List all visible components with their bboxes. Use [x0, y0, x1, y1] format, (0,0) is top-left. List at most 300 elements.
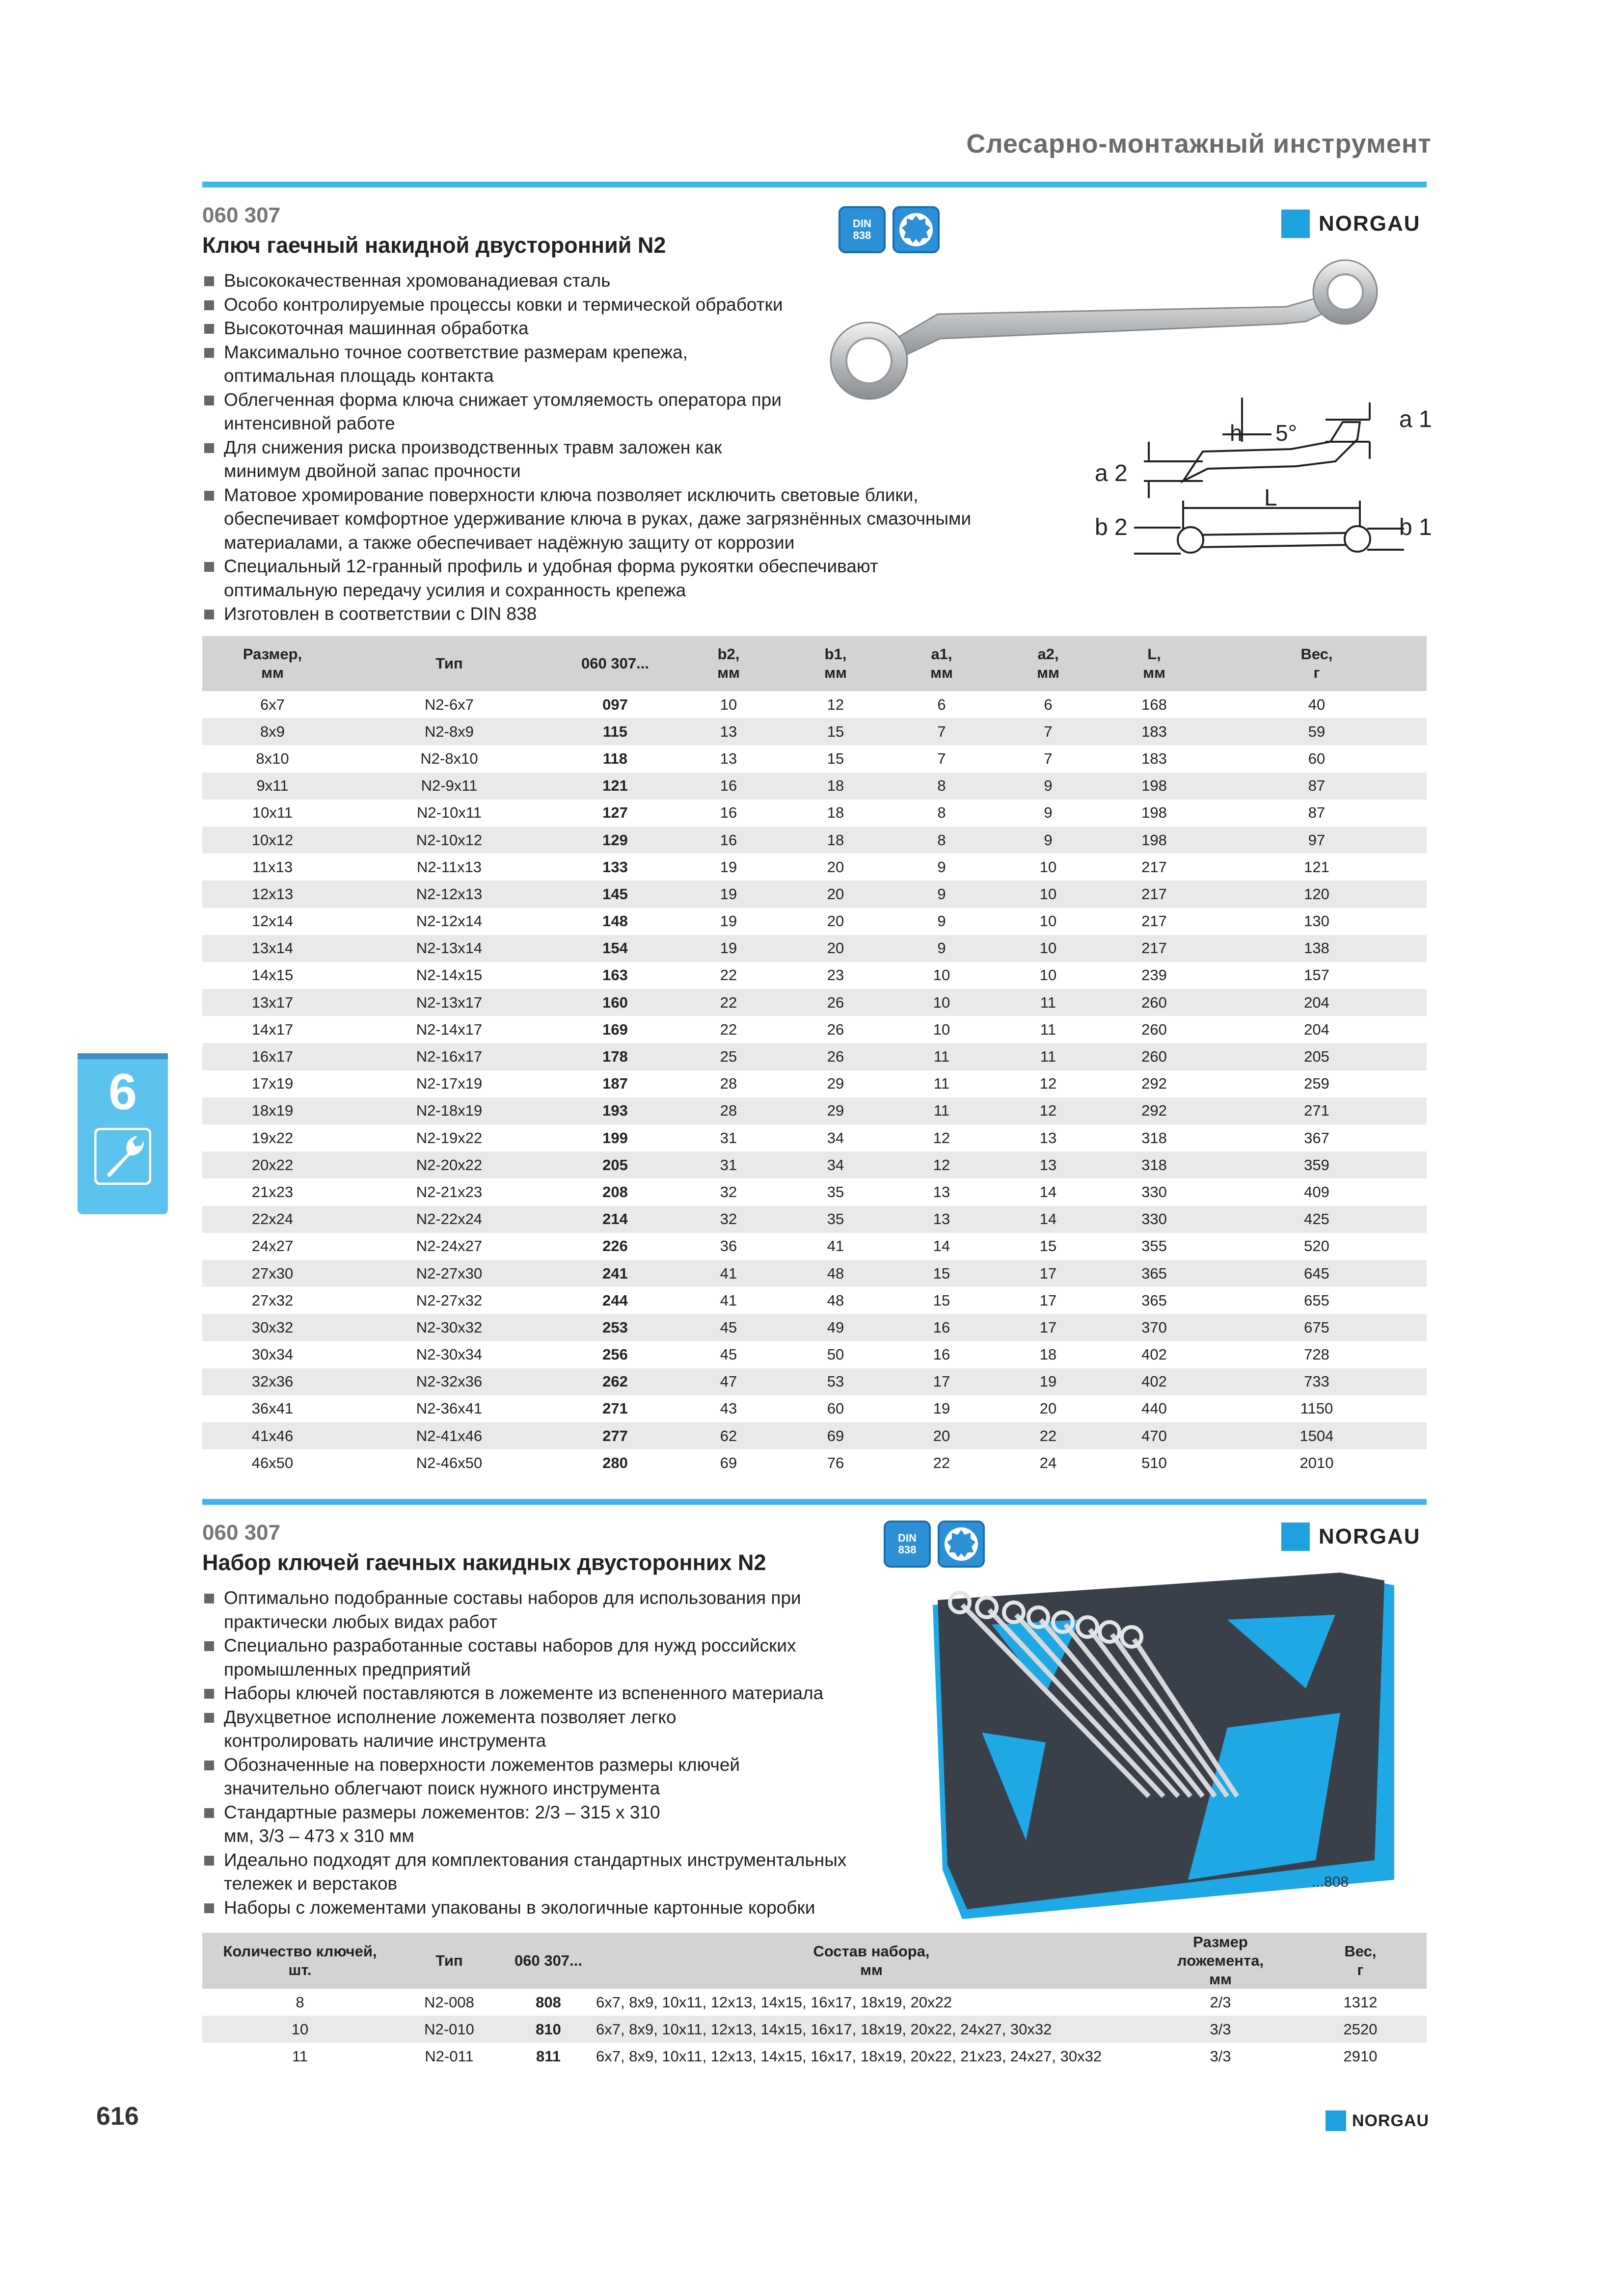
- column-header: [596, 1933, 1147, 1989]
- table-cell: 10: [720, 695, 737, 713]
- table-cell: 10: [1039, 858, 1057, 876]
- table-cell: 11: [1040, 1020, 1056, 1038]
- table-cell: 204: [1207, 989, 1427, 1016]
- table-cell: 318: [1102, 1151, 1207, 1178]
- table-cell: 11x13: [252, 858, 293, 876]
- table-cell: 810: [501, 2016, 596, 2043]
- brand-name: NORGAU: [1319, 212, 1421, 236]
- table-cell: 808: [536, 1993, 561, 2011]
- table-cell: 15: [1039, 1237, 1057, 1255]
- table-cell: N2-30x32: [343, 1314, 556, 1341]
- column-header-label: Размер,: [243, 645, 302, 663]
- chapter-number: 6: [108, 1064, 137, 1121]
- table-cell: 14: [1039, 1183, 1057, 1201]
- table-cell: 10: [889, 989, 995, 1016]
- table-cell: N2-17x19: [416, 1075, 483, 1093]
- table-cell: 32x36: [202, 1368, 343, 1395]
- table-cell: 69: [720, 1454, 737, 1471]
- table-cell: 271: [1207, 1097, 1427, 1124]
- feature-item: Высококачественная хромованадиевая сталь: [202, 269, 968, 293]
- table-cell: 22: [933, 1454, 950, 1471]
- table-cell: 18: [783, 827, 889, 854]
- din-badge-label: DIN: [853, 217, 871, 230]
- table-row: [202, 691, 1427, 718]
- table-cell: 402: [1102, 1368, 1207, 1395]
- column-header-label: Тип: [435, 1952, 463, 1969]
- feature-item: Наборы с ложементами упакованы в экологичные картонные коробки: [202, 1896, 880, 1920]
- table-cell: 169: [602, 1020, 628, 1038]
- table-cell: 53: [783, 1368, 889, 1395]
- table-row: [202, 1341, 1427, 1368]
- table-cell: 19: [995, 1368, 1102, 1395]
- table-cell: 6x7, 8x9, 10x11, 12x13, 14x15, 16x17, 18x19, 20x22, 24x27, 30x32: [596, 2016, 1147, 2043]
- table-cell: 12: [995, 1097, 1102, 1124]
- table-cell: 148: [602, 912, 628, 930]
- table-cell: 29: [827, 1075, 844, 1093]
- diagram-label-a1: a 1: [1399, 406, 1432, 432]
- table-row: [202, 962, 1427, 989]
- wrench-photo: [815, 255, 1404, 402]
- table-cell: 20: [783, 881, 889, 908]
- brand-square: [1281, 210, 1310, 238]
- table-row: [202, 1043, 1427, 1070]
- table-cell: 244: [602, 1291, 628, 1309]
- table-cell: 2010: [1299, 1454, 1334, 1471]
- table-cell: 728: [1304, 1346, 1329, 1363]
- table-cell: 7: [1044, 749, 1053, 767]
- table-cell: 510: [1141, 1454, 1167, 1471]
- table-cell: 675: [1207, 1314, 1427, 1341]
- column-header: [1147, 1933, 1294, 1989]
- chapter-tab[interactable]: [78, 1053, 168, 1214]
- table-cell: 20: [1039, 1400, 1057, 1417]
- table-cell: 49: [783, 1314, 889, 1341]
- table-cell: N2-13x17: [343, 989, 556, 1016]
- table-cell: 13: [933, 1183, 950, 1201]
- table-row: [202, 854, 1427, 881]
- feature-item: Двухцветное исполнение ложемента позволяет легко контролировать наличие инструмента: [202, 1706, 813, 1753]
- diagram-label-L: L: [1264, 485, 1277, 511]
- table-cell: 260: [1102, 989, 1207, 1016]
- table-cell: 10: [202, 2016, 398, 2043]
- table-row: [202, 1260, 1427, 1287]
- column-header-unit: мм: [1209, 1971, 1232, 1988]
- table-cell: 271: [602, 1400, 628, 1417]
- table-cell: 19: [675, 935, 783, 962]
- table-cell: 35: [783, 1206, 889, 1233]
- table-cell: 10: [1039, 966, 1057, 984]
- table-cell: 11: [889, 1097, 995, 1124]
- table-cell: 277: [556, 1422, 675, 1449]
- table-cell: 2910: [1343, 2047, 1378, 2065]
- table-cell: 655: [1304, 1291, 1329, 1309]
- table-cell: 129: [556, 827, 675, 854]
- table-cell: N2-30x34: [416, 1346, 483, 1363]
- table-cell: 20: [827, 912, 844, 930]
- table-row: [202, 800, 1427, 827]
- table-cell: 11: [889, 1043, 995, 1070]
- table-cell: 262: [556, 1368, 675, 1395]
- table-cell: N2-46x50: [416, 1454, 483, 1471]
- table-cell: 12: [827, 695, 844, 713]
- table-cell: 198: [1102, 827, 1207, 854]
- table-row: [202, 1368, 1427, 1395]
- table-cell: 121: [556, 773, 675, 800]
- brand-name: NORGAU: [1319, 1524, 1421, 1548]
- feature-item: Особо контролируемые процессы ковки и термической обработки: [202, 293, 968, 317]
- table-cell: 097: [602, 695, 628, 713]
- table-row: [202, 935, 1427, 962]
- table-cell: 12: [933, 1129, 950, 1147]
- table-cell: 440: [1141, 1400, 1167, 1417]
- table-cell: 36: [720, 1237, 737, 1255]
- table-cell: 11: [995, 1043, 1102, 1070]
- table-cell: 10: [995, 935, 1102, 962]
- product2-title: Набор ключей гаечных накидных двусторонних N2: [202, 1550, 766, 1575]
- column-header-label: 060 307...: [514, 1952, 582, 1969]
- table-cell: 7: [889, 718, 995, 745]
- table-cell: 15: [783, 718, 889, 745]
- table-cell: 3/3: [1147, 2016, 1294, 2043]
- diagram-label-h: h: [1230, 420, 1243, 446]
- table-cell: 15: [933, 1291, 950, 1309]
- table-row: [202, 881, 1427, 908]
- table-cell: 13x17: [202, 989, 343, 1016]
- table-cell: 59: [1207, 718, 1427, 745]
- column-header-unit: мм: [1037, 664, 1059, 681]
- table-row: [202, 1422, 1427, 1449]
- table-cell: N2-8x9: [343, 718, 556, 745]
- chapter-tab-bar: [78, 1053, 168, 1059]
- table-cell: 1504: [1207, 1422, 1427, 1449]
- column-header: [343, 636, 556, 691]
- table-cell: 198: [1141, 804, 1167, 822]
- table-cell: 11: [933, 1075, 950, 1093]
- column-header-label: L,: [1147, 645, 1161, 663]
- table-cell: N2-16x17: [343, 1043, 556, 1070]
- table-row: [202, 1016, 1427, 1043]
- table-cell: 811: [536, 2047, 561, 2065]
- table-cell: 259: [1304, 1075, 1329, 1093]
- table-cell: 198: [1102, 773, 1207, 800]
- table-row: [202, 1395, 1427, 1422]
- table-cell: N2-011: [425, 2047, 474, 2065]
- table-cell: 19: [720, 912, 737, 930]
- table-cell: 160: [556, 989, 675, 1016]
- table-cell: 8: [889, 827, 995, 854]
- table-cell: 7: [995, 718, 1102, 745]
- column-header-unit: шт.: [288, 1961, 312, 1978]
- table-cell: 22: [995, 1422, 1102, 1449]
- table-cell: 60: [1308, 749, 1325, 767]
- table-cell: 10x11: [252, 804, 293, 822]
- table-cell: 193: [556, 1097, 675, 1124]
- table-cell: N2-12x14: [416, 912, 483, 930]
- table-cell: 14x17: [251, 1020, 294, 1038]
- table-cell: 87: [1308, 804, 1325, 822]
- table-cell: 138: [1207, 935, 1427, 962]
- table-cell: 9: [889, 935, 995, 962]
- table-cell: 30x34: [251, 1346, 294, 1363]
- column-header-unit: г: [1357, 1961, 1364, 1978]
- table-cell: N2-10x11: [416, 804, 482, 822]
- table-cell: 13: [720, 749, 737, 767]
- table-cell: 6: [1044, 695, 1053, 713]
- table-cell: 19: [933, 1400, 950, 1417]
- table-cell: 205: [1207, 1043, 1427, 1070]
- table-cell: 1150: [1300, 1400, 1333, 1417]
- column-header-label: b1,: [824, 645, 847, 663]
- table-cell: 17: [1039, 1291, 1057, 1309]
- table-cell: 34: [783, 1151, 889, 1178]
- table-cell: 22: [675, 989, 783, 1016]
- table-cell: N2-20x22: [343, 1151, 556, 1178]
- section-title: [966, 129, 1432, 159]
- column-header-label: a1,: [931, 645, 952, 663]
- table-cell: 17: [889, 1368, 995, 1395]
- table-cell: 20: [889, 1422, 995, 1449]
- table-row: [202, 989, 1427, 1016]
- dimension-diagram: [1095, 388, 1438, 574]
- table-cell: 6x7, 8x9, 10x11, 12x13, 14x15, 16x17, 18x19, 20x22, 21x23, 24x27, 30x32: [596, 2047, 1102, 2065]
- table-cell: N2-14x15: [416, 966, 483, 984]
- table-cell: 6x7, 8x9, 10x11, 12x13, 14x15, 16x17, 18x19, 20x22: [596, 1993, 952, 2011]
- table-cell: 24: [1039, 1454, 1057, 1471]
- table-cell: 292: [1102, 1097, 1207, 1124]
- table-cell: 26: [783, 1043, 889, 1070]
- table-cell: 157: [1304, 966, 1329, 984]
- table-cell: 9: [889, 881, 995, 908]
- table-cell: 470: [1102, 1422, 1207, 1449]
- table-cell: 402: [1141, 1346, 1167, 1363]
- din-badge-label: DIN: [898, 1532, 917, 1544]
- table-cell: 34: [827, 1129, 844, 1147]
- din-badge-number: 838: [898, 1544, 917, 1556]
- table-cell: 370: [1102, 1314, 1207, 1341]
- feature-item: Оптимально подобранные составы наборов для использования при практически любых видах работ: [202, 1586, 852, 1634]
- column-header: [1294, 1933, 1427, 1989]
- table-cell: 11: [292, 2047, 308, 2065]
- column-header-unit: мм: [860, 1961, 883, 1978]
- column-header-unit: мм: [824, 664, 847, 681]
- table-cell: 87: [1207, 773, 1427, 800]
- table-cell: N2-9x11: [343, 773, 556, 800]
- product1-title: Ключ гаечный накидной двусторонний N2: [202, 233, 666, 258]
- photo-caption: ...808: [1312, 1874, 1349, 1890]
- table-cell: 6x7: [260, 695, 285, 713]
- column-header: [556, 636, 675, 691]
- wrench-set-tray-photo: [933, 1566, 1394, 1919]
- table-cell: 3/3: [1210, 2047, 1231, 2065]
- table-cell: N2-27x32: [416, 1291, 483, 1309]
- table-cell: 41: [827, 1237, 844, 1255]
- table-row: [202, 827, 1427, 854]
- feature-item: Стандартные размеры ложементов: 2/3 – 315 x 310 мм, 3/3 – 473 x 310 мм: [202, 1801, 666, 1848]
- table-cell: 22: [720, 966, 737, 984]
- table-cell: 241: [556, 1260, 675, 1287]
- column-header: [995, 636, 1102, 691]
- product2-features: [202, 1586, 880, 1920]
- table-row: [202, 908, 1427, 935]
- table-cell: 13: [995, 1151, 1102, 1178]
- table-cell: 520: [1304, 1237, 1329, 1255]
- feature-item: Специально разработанные составы наборов для нужд российских промышленных предприятий: [202, 1634, 852, 1682]
- table-cell: 178: [556, 1043, 675, 1070]
- product2-set-table: [202, 1933, 1427, 2070]
- table-cell: 8x9: [202, 718, 343, 745]
- table-cell: 130: [1304, 912, 1329, 930]
- product1-table-body: [202, 691, 1427, 1476]
- table-row: [202, 1151, 1427, 1178]
- table-cell: 18: [1039, 1346, 1057, 1363]
- table-cell: 359: [1207, 1151, 1427, 1178]
- table-cell: 365: [1141, 1291, 1167, 1309]
- table-cell: 31: [675, 1151, 783, 1178]
- brand-square: [1281, 1522, 1310, 1551]
- product1-code: 060 307: [202, 203, 281, 227]
- table-cell: 97: [1207, 827, 1427, 854]
- table-cell: 11: [995, 989, 1102, 1016]
- table-cell: 292: [1141, 1075, 1167, 1093]
- table-cell: 10: [1039, 912, 1057, 930]
- table-cell: 217: [1102, 935, 1207, 962]
- column-header-unit: мм: [717, 664, 740, 681]
- table-cell: 21x23: [251, 1183, 294, 1201]
- table-cell: N2-19x22: [416, 1129, 483, 1147]
- table-cell: N2-14x17: [416, 1020, 483, 1038]
- table-cell: 13: [889, 1206, 995, 1233]
- column-header-label: Вес,: [1344, 1943, 1377, 1960]
- table-cell: 15: [827, 749, 844, 767]
- table-cell: 48: [827, 1291, 844, 1309]
- table-cell: 120: [1207, 881, 1427, 908]
- table-cell: 253: [556, 1314, 675, 1341]
- table-cell: 23: [827, 966, 844, 984]
- table-cell: 17: [995, 1314, 1102, 1341]
- section-title-text: Слесарно-монтажный инструмент: [966, 129, 1432, 159]
- column-header-label: Тип: [435, 655, 463, 672]
- table-cell: 645: [1207, 1260, 1427, 1287]
- table-cell: 204: [1304, 1020, 1329, 1038]
- table-cell: 2/3: [1210, 1993, 1231, 2011]
- brand-square: [1325, 2110, 1346, 2131]
- column-header: [889, 636, 995, 691]
- column-header: [501, 1933, 596, 1989]
- table-cell: 12: [1039, 1075, 1057, 1093]
- table-cell: 6: [937, 695, 946, 713]
- header-rule: [202, 182, 1427, 187]
- table-cell: 14: [933, 1237, 950, 1255]
- diagram-label-a2: a 2: [1095, 460, 1128, 486]
- table-cell: 32: [675, 1206, 783, 1233]
- table-cell: 1312: [1343, 1993, 1378, 2011]
- din-badge: [884, 1521, 931, 1568]
- table-row: [202, 1989, 1427, 2016]
- column-header: [675, 636, 783, 691]
- table-cell: N2-36x41: [416, 1400, 483, 1417]
- table-row: [202, 1449, 1427, 1476]
- brand-logo: [1281, 1522, 1421, 1551]
- table-cell: 76: [827, 1454, 844, 1471]
- table-cell: N2-010: [398, 2016, 501, 2043]
- table-cell: 20: [783, 935, 889, 962]
- product2-code: 060 307: [202, 1521, 281, 1545]
- table-cell: 10: [933, 1020, 950, 1038]
- feature-item: Максимально точное соответствие размерам крепежа, оптимальная площадь контакта: [202, 341, 744, 388]
- brand-logo: [1281, 210, 1421, 238]
- table-cell: 17x19: [251, 1075, 294, 1093]
- table-cell: 13: [1039, 1129, 1057, 1147]
- table-cell: 217: [1141, 912, 1167, 930]
- table-row: [202, 1124, 1427, 1151]
- table-cell: 36x41: [251, 1400, 294, 1417]
- table-cell: 16: [675, 773, 783, 800]
- table-cell: 15: [889, 1260, 995, 1287]
- table-cell: 14: [995, 1206, 1102, 1233]
- table-cell: 9: [937, 858, 946, 876]
- table-cell: 8x10: [256, 749, 289, 767]
- table-cell: 24x27: [251, 1237, 294, 1255]
- table-cell: 9: [1044, 804, 1053, 822]
- table-cell: 26: [827, 1020, 844, 1038]
- table-cell: 8: [889, 773, 995, 800]
- table-cell: 239: [1141, 966, 1167, 984]
- table-cell: 17: [995, 1260, 1102, 1287]
- table-cell: 9x11: [202, 773, 343, 800]
- table-cell: 62: [675, 1422, 783, 1449]
- table-cell: 16: [889, 1314, 995, 1341]
- table-cell: 32: [720, 1183, 737, 1201]
- table-cell: 9: [937, 912, 946, 930]
- table-cell: 154: [556, 935, 675, 962]
- feature-item: Идеально подходят для комплектования стандартных инструментальных тележек и верстаков: [202, 1848, 901, 1896]
- table-cell: 60: [827, 1400, 844, 1417]
- table-cell: 47: [675, 1368, 783, 1395]
- column-header-label: Размер ложемента,: [1177, 1933, 1264, 1969]
- table-cell: 733: [1207, 1368, 1427, 1395]
- table-cell: N2-22x24: [343, 1206, 556, 1233]
- diagram-label-b1: b 1: [1399, 514, 1432, 540]
- table-cell: 8: [937, 804, 946, 822]
- section-rule: [202, 1499, 1427, 1505]
- table-row: [202, 1097, 1427, 1124]
- table-cell: N2-41x46: [343, 1422, 556, 1449]
- table-cell: 409: [1304, 1183, 1329, 1201]
- table-cell: 22: [720, 1020, 737, 1038]
- product1-spec-table: [202, 636, 1427, 1476]
- table-cell: 30x32: [202, 1314, 343, 1341]
- table-header-row: [202, 1933, 1427, 1989]
- table-cell: 14x15: [251, 966, 294, 984]
- column-header-label: b2,: [717, 645, 740, 663]
- table-cell: 260: [1102, 1043, 1207, 1070]
- table-cell: N2-6x7: [425, 695, 474, 713]
- table-cell: 26: [783, 989, 889, 1016]
- column-header: [398, 1933, 501, 1989]
- table-cell: 43: [720, 1400, 737, 1417]
- table-cell: 355: [1141, 1237, 1167, 1255]
- table-cell: 115: [556, 718, 675, 745]
- table-cell: 19x22: [251, 1129, 294, 1147]
- table-cell: 318: [1141, 1129, 1167, 1147]
- table-cell: 19: [675, 881, 783, 908]
- table-cell: 13x14: [202, 935, 343, 962]
- table-row: [202, 1233, 1427, 1260]
- table-cell: 199: [602, 1129, 628, 1147]
- table-cell: 2520: [1294, 2016, 1427, 2043]
- product2-table-body: [202, 1989, 1427, 2070]
- diagram-label-angle: 5°: [1275, 420, 1297, 446]
